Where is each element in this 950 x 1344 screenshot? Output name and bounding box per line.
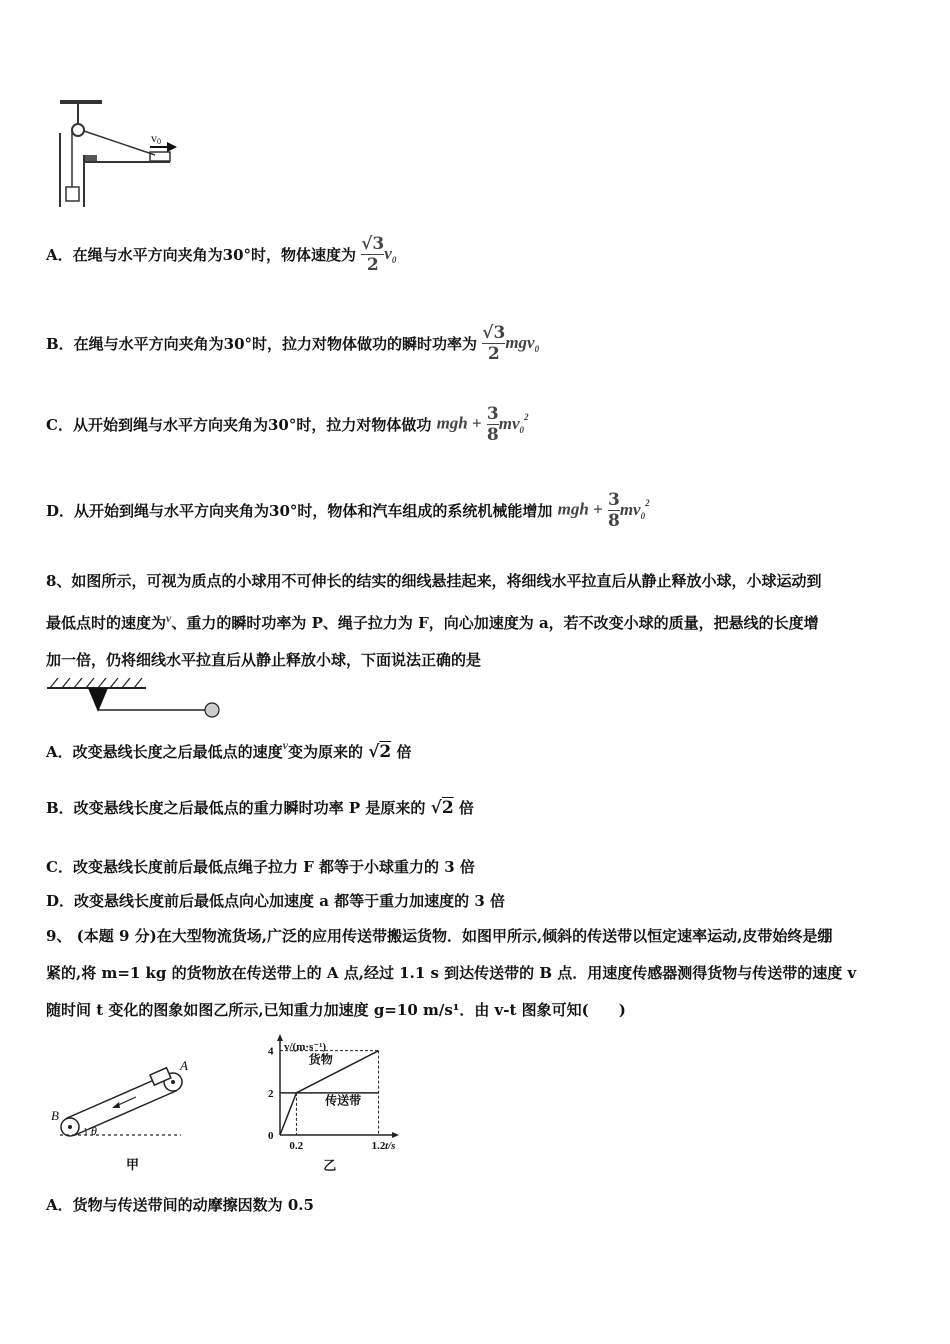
q7-option-b-formula: $\frac{√3}{2}$ xyxy=(482,323,506,364)
q8-option-a: A．改变悬线长度之后最低点的速度$^v$变为原来的 √2 倍 xyxy=(46,738,412,762)
q9-fig-caption-jia: 甲 xyxy=(126,1157,140,1172)
q7-pulley-figure xyxy=(55,95,190,210)
q7-option-d: D．从开始到绳与水平方向夹角为30°时，物体和汽车组成的系统机械能增加 mgh + $\frac{3}{8}$ $mv_0^2$ xyxy=(46,490,650,531)
x-tick-label: 0.2 xyxy=(289,1140,304,1152)
q9-line-2: 紧的,将 m=1 kg 的货物放在传送带上的 A 点,经过 1.1 s 到达传送带的 B 点．用速度传感器测得货物与传送带的速度 v xyxy=(46,964,857,982)
y-tick-label: 2 xyxy=(268,1087,274,1100)
q8-line-1: 8、如图所示，可视为质点的小球用不可伸长的结实的细线悬挂起来，将细线水平拉直后从静止释放小球，小球运动到 xyxy=(46,572,822,590)
q9-option-a: A．货物与传送带间的动摩擦因数为 0.5 xyxy=(46,1196,314,1214)
q8-pendulum-figure xyxy=(44,676,229,724)
x-axis-label: t/s xyxy=(385,1140,396,1152)
series-belt-label: 传送带 xyxy=(325,1093,362,1108)
y-tick-label: 0 xyxy=(268,1130,274,1142)
y-tick-label: 4 xyxy=(268,1045,274,1058)
q8-option-c: C．改变悬线长度前后最低点绳子拉力 F 都等于小球重力的 3 倍 xyxy=(46,858,475,876)
y-axis-arrow xyxy=(277,1034,283,1041)
q7-option-d-formula: mgh + xyxy=(557,499,603,519)
q8-line-3: 加一倍，仍将细线水平拉直后从静止释放小球，下面说法正确的是 xyxy=(46,651,482,669)
q9-fig-caption-yi: 乙 xyxy=(323,1158,337,1173)
q9-conveyor-figure xyxy=(46,1055,196,1175)
q7-velocity-label: v0 xyxy=(151,131,161,146)
x-axis-arrow xyxy=(392,1132,399,1138)
q7-option-a-formula: $\frac{√3}{2}$ xyxy=(361,234,385,275)
q9-point-b-label: B xyxy=(51,1108,59,1123)
q7-option-c-formula: mgh + xyxy=(436,413,482,433)
q8-option-d: D．改变悬线长度前后最低点向心加速度 a 都等于重力加速度的 3 倍 xyxy=(46,892,506,910)
q9-stem xyxy=(46,918,916,1029)
series-cargo-label: 货物 xyxy=(308,1052,333,1067)
q8-option-b: B．改变悬线长度之后最低点的重力瞬时功率 P 是原来的 √2 倍 xyxy=(46,798,474,818)
q9-line-3: 随时间 t 变化的图象如图乙所示,已知重力加速度 g=10 m/s¹．由 v-t 图象可知( ) xyxy=(46,1001,626,1019)
q7-option-a: A．在绳与水平方向夹角为30°时，物体速度为 $\frac{√3}{2}$ $v_0$ xyxy=(46,234,397,275)
q9-vt-chart xyxy=(255,1032,415,1174)
q9-line-1: 9、 (本题 9 分)在大型物流货场,广泛的应用传送带搬运货物．如图甲所示,倾斜的传送带以恒定速率运动,皮带始终是绷 xyxy=(46,927,833,945)
q7-option-a-text: A．在绳与水平方向夹角为30°时，物体速度为 xyxy=(46,246,357,264)
q7-option-d-text: D．从开始到绳与水平方向夹角为30°时，物体和汽车组成的系统机械能增加 xyxy=(46,502,553,520)
q8-line-2: 最低点时的速度为$^v$、重力的瞬时功率为 P、绳子拉力为 F，向心加速度为 a，若不改变小球的质量，把悬线的长度增 xyxy=(46,611,819,632)
y-axis-label: v/(m·s⁻¹) xyxy=(284,1041,327,1053)
q9-point-a-label: A xyxy=(180,1058,188,1073)
q7-option-c: C．从开始到绳与水平方向夹角为30°时，拉力对物体做功 mgh + $\frac{3}{8}$ $mv_0^2$ xyxy=(46,404,529,445)
q8-option-b-sqrt: √2 xyxy=(430,798,454,818)
q7-option-c-text: C．从开始到绳与水平方向夹角为30°时，拉力对物体做功 xyxy=(46,416,432,434)
q7-option-b: B．在绳与水平方向夹角为30°时，拉力对物体做功的瞬时功率为 $\frac{√3}{2}$ mgv$_0$ xyxy=(46,323,540,364)
q7-option-b-text: B．在绳与水平方向夹角为30°时，拉力对物体做功的瞬时功率为 xyxy=(46,335,478,353)
q8-stem xyxy=(46,563,906,679)
q8-option-a-sqrt: √2 xyxy=(368,742,392,762)
q9-angle-label: θ xyxy=(91,1124,97,1138)
x-tick-label: 1.2 xyxy=(371,1140,386,1152)
